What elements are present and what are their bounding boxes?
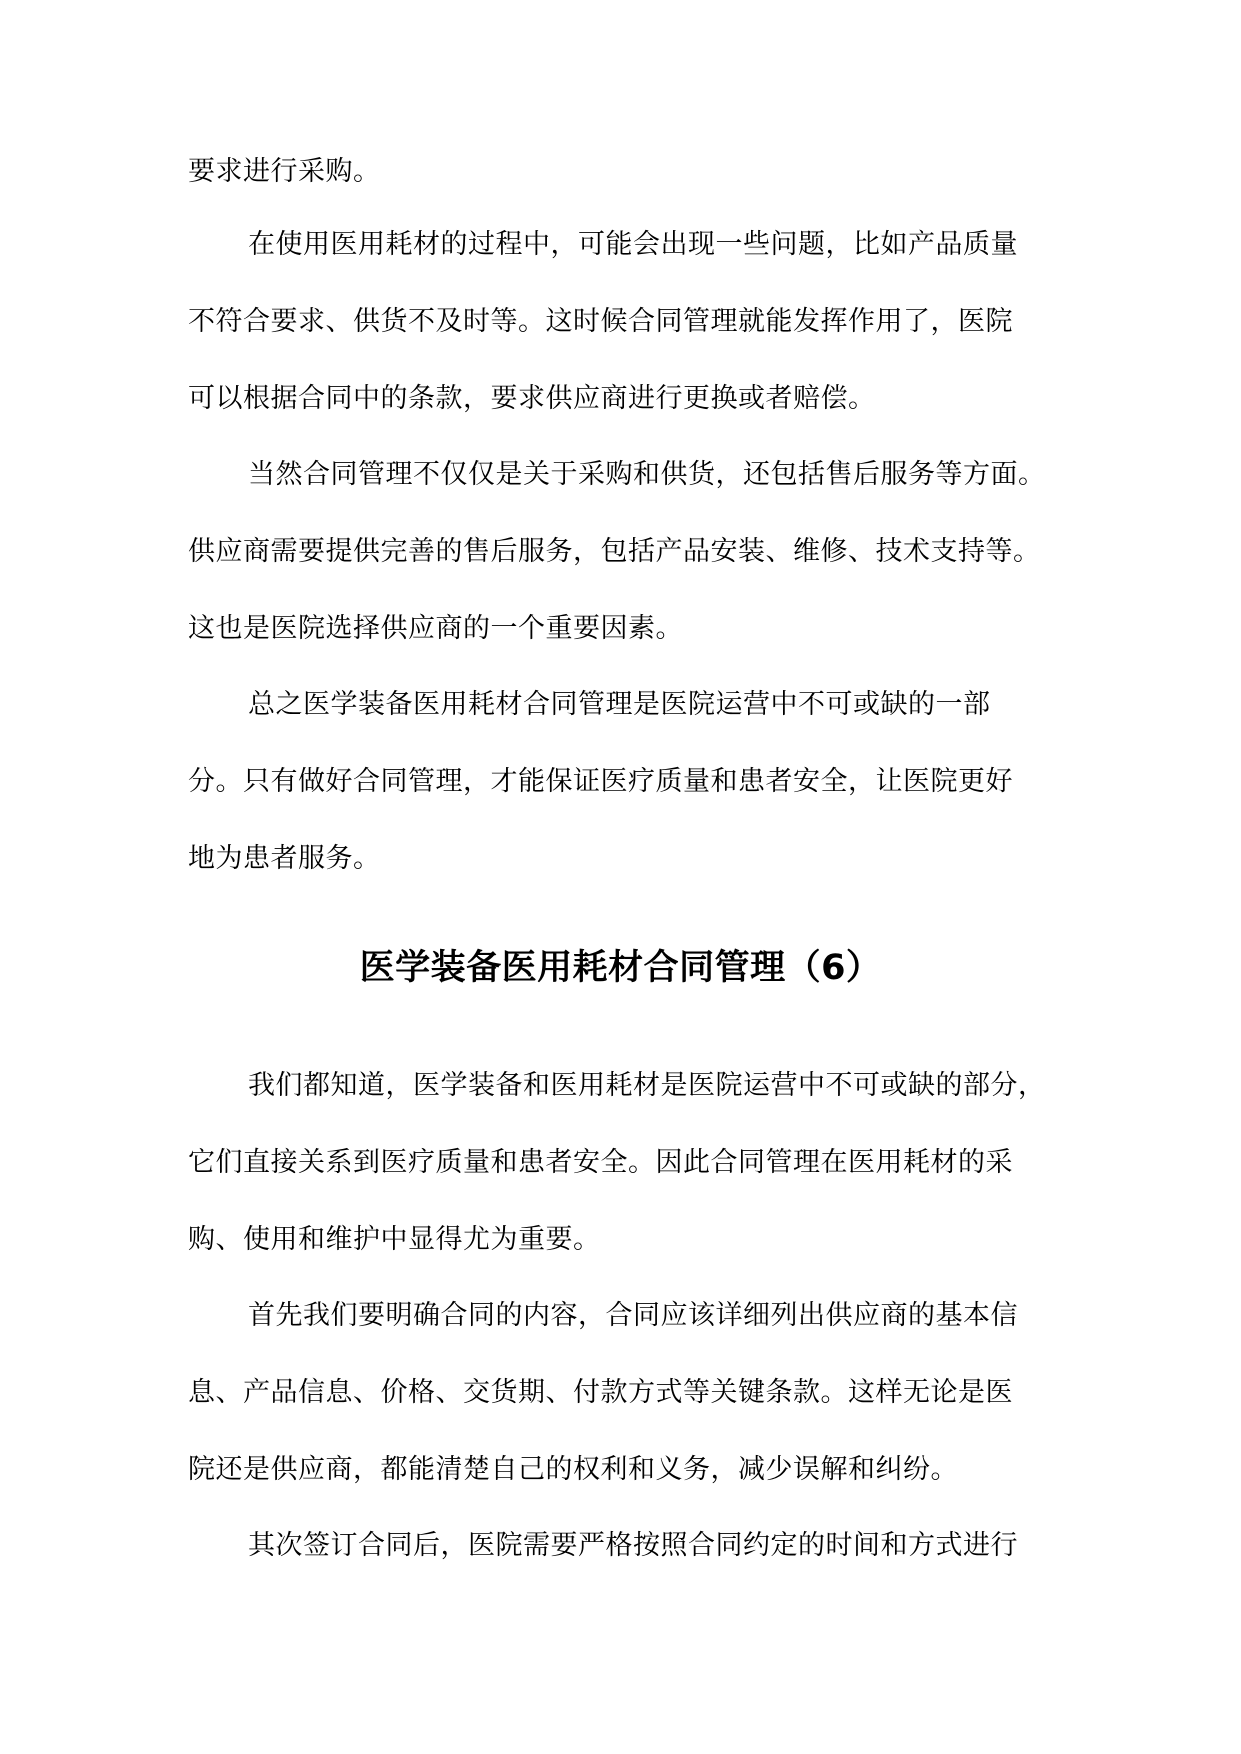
paragraph-line: 在使用医用耗材的过程中，可能会出现一些问题，比如产品质量 [248,229,1018,260]
paragraph-line: 它们直接关系到医疗质量和患者安全。因此合同管理在医用耗材的采 [188,1147,1013,1178]
paragraph-line: 首先我们要明确合同的内容，合同应该详细列出供应商的基本信 [248,1300,1018,1331]
paragraph-line: 当然合同管理不仅仅是关于采购和供货，还包括售后服务等方面。 [248,459,1046,490]
paragraph-line: 其次签订合同后，医院需要严格按照合同约定的时间和方式进行 [248,1530,1018,1561]
paragraph-line: 不符合要求、供货不及时等。这时候合同管理就能发挥作用了，医院 [188,306,1013,337]
paragraph-line: 分。只有做好合同管理，才能保证医疗质量和患者安全，让医院更好 [188,766,1013,797]
paragraph-line: 地为患者服务。 [188,843,381,874]
section-heading: 医学装备医用耗材合同管理（6） [359,948,882,988]
paragraph-line: 可以根据合同中的条款，要求供应商进行更换或者赔偿。 [188,383,876,414]
paragraph-line: 这也是医院选择供应商的一个重要因素。 [188,613,683,644]
paragraph-line: 总之医学装备医用耗材合同管理是医院运营中不可或缺的一部 [248,689,991,720]
paragraph-line: 购、使用和维护中显得尤为重要。 [188,1224,601,1255]
paragraph-line: 院还是供应商，都能清楚自己的权利和义务，减少误解和纠纷。 [188,1454,958,1485]
paragraph-line: 供应商需要提供完善的售后服务，包括产品安装、维修、技术支持等。 [188,536,1041,567]
paragraph-line: 我们都知道，医学装备和医用耗材是医院运营中不可或缺的部分， [248,1070,1046,1101]
paragraph-line: 要求进行采购。 [188,156,381,187]
paragraph-line: 息、产品信息、价格、交货期、付款方式等关键条款。这样无论是医 [188,1377,1013,1408]
